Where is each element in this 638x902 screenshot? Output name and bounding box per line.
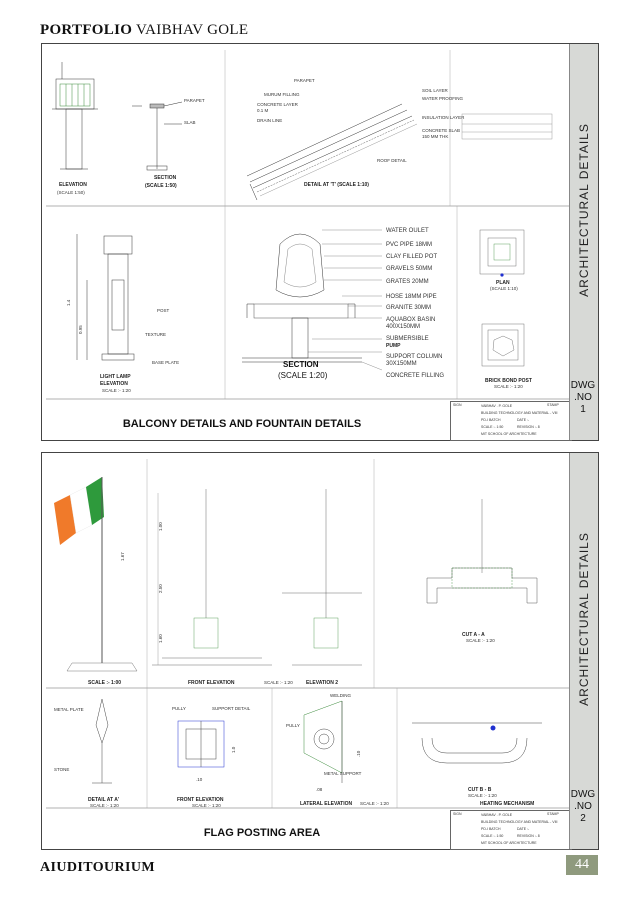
sheet2-titleblock: SIGN STAMP VAIBHAV . P. GOLE BUILDING TECHNOLOGY AND MATERIAL - VIII PD-I BATCH DATE :- SCALE :- 1:50 REVISION :- 8 MIT SCHOOL OF ARCHITECTURE [450,810,572,850]
svg-text:ROOF DETAIL: ROOF DETAIL [377,158,407,163]
scale-100-label: SCALE :- 1:00 [88,680,122,686]
header-name: VAIBHAV GOLE [135,22,249,38]
svg-text:SOIL LAYER: SOIL LAYER [422,88,448,93]
svg-text:CONCRETE SLAB: CONCRETE SLAB [422,128,461,133]
sheet1-side-label: ARCHITECTURAL DETAILS [577,123,591,298]
svg-text:SCALE :- 1:20: SCALE :- 1:20 [360,801,389,806]
brick-post-drawing [482,324,524,366]
svg-text:PARAPET: PARAPET [294,78,315,83]
section-label: SECTION [154,175,177,181]
svg-text:SCALE :- 1:20: SCALE :- 1:20 [192,803,221,808]
svg-text:AQUABOX BASIN: AQUABOX BASIN [386,317,436,323]
svg-text:0.95: 0.95 [78,325,83,334]
svg-text:1.4: 1.4 [66,299,71,306]
svg-text:ELEVATION 2: ELEVATION 2 [306,680,339,686]
svg-text:.08: .08 [316,787,323,792]
svg-text:(SCALE 1:20): (SCALE 1:20) [278,371,328,380]
svg-text:CUT A - A: CUT A - A [462,632,485,638]
elevation-2-drawing [282,489,362,665]
svg-text:1.67: 1.67 [120,552,125,561]
svg-text:SCALE :- 1:20: SCALE :- 1:20 [468,793,497,798]
sheet1-title: BALCONY DETAILS AND FOUNTAIN DETAILS [122,418,362,430]
svg-text:PLAN: PLAN [496,280,510,286]
svg-text:WATER OULET: WATER OULET [386,228,429,234]
svg-text:CONCRETE LAYER: CONCRETE LAYER [257,102,298,107]
light-lamp-drawing [77,234,134,360]
svg-text:WATER PROOFING: WATER PROOFING [422,96,463,101]
sheet1-dwg-no: DWG .NO 1 [570,380,596,415]
light-lamp-label: LIGHT LAMP [100,374,131,380]
indian-flag [54,477,137,671]
svg-text:30X150MM: 30X150MM [386,361,417,367]
sheet2-title: FLAG POSTING AREA [203,827,321,839]
detail-a-drawing [92,699,112,783]
svg-text:1.0: 1.0 [231,746,236,753]
svg-text:SUPPORT DETAIL: SUPPORT DETAIL [212,706,251,711]
svg-text:PULLY: PULLY [172,706,186,711]
svg-text:STONE: STONE [54,767,70,772]
svg-text:SLAB: SLAB [184,120,196,125]
svg-text:LATERAL ELEVATION: LATERAL ELEVATION [300,801,353,807]
svg-text:SCALE :- 1:20: SCALE :- 1:20 [102,388,131,393]
svg-text:.10: .10 [356,750,361,757]
svg-text:METAL SUPPORT: METAL SUPPORT [324,771,362,776]
detail-t-label: DETAIL AT 'T' (SCALE 1:10) [304,182,369,188]
svg-text:WELDING: WELDING [330,693,352,698]
svg-text:GRAVELS 50MM: GRAVELS 50MM [386,266,433,272]
svg-text:CLAY FILLED POT: CLAY FILLED POT [386,254,438,260]
drawing-sheet-1 [41,43,599,441]
elevation-label: ELEVATION [59,182,87,188]
fountain-drawing [242,234,362,362]
svg-text:0.1 M: 0.1 M [257,108,269,113]
svg-text:PUMP: PUMP [386,343,401,349]
header-portfolio: PORTFOLIO [40,22,133,38]
svg-text:POST: POST [157,308,170,313]
balcony-elevation [52,62,98,169]
svg-text:HEATING MECHANISM: HEATING MECHANISM [480,801,535,807]
svg-text:400X150MM: 400X150MM [386,324,421,330]
heating-mechanism-drawing [412,723,542,763]
svg-text:SCALE :- 1:20: SCALE :- 1:20 [466,638,495,643]
sheet1-sidebar [569,44,598,440]
sheet2-dwg-no: DWG .NO 2 [570,789,596,824]
svg-text:METAL PLATE: METAL PLATE [54,707,84,712]
section-scale: (SCALE 1:50) [145,183,177,189]
svg-text:1.60: 1.60 [158,634,163,643]
sheet2-drawings [42,453,570,849]
svg-text:GRANITE 30MM: GRANITE 30MM [386,305,432,311]
brick-label: BRICK BOND POST [485,378,532,384]
svg-text:PARAPET: PARAPET [184,98,205,103]
svg-text:SCALE :- 1:20: SCALE :- 1:20 [264,680,293,685]
svg-text:CUT B - B: CUT B - B [468,787,492,793]
svg-text:SCALE :- 1:20: SCALE :- 1:20 [494,384,523,389]
svg-text:SUPPORT COLUMN: SUPPORT COLUMN [386,354,443,360]
svg-text:SCALE :- 1:20: SCALE :- 1:20 [90,803,119,808]
svg-text:HOSE 18MM PIPE: HOSE 18MM PIPE [386,294,437,300]
plan-drawing [480,230,524,277]
elevation-scale: (SCALE 1:50) [57,190,85,195]
svg-text:MURUM FILLING: MURUM FILLING [264,92,300,97]
cut-aa-drawing [427,499,537,603]
drawing-sheet-2 [41,452,599,850]
svg-text:INSULATION LAYER: INSULATION LAYER [422,115,465,120]
sheet1-drawings [42,44,570,440]
page-number: 44 [566,855,598,875]
svg-text:DETAIL AT A': DETAIL AT A' [88,797,120,803]
page-header [40,22,248,39]
sheet2-sidebar [569,453,598,849]
svg-text:.10: .10 [196,777,203,782]
svg-text:BASE PLATE: BASE PLATE [152,360,180,365]
svg-text:PULLY: PULLY [286,723,300,728]
svg-text:FRONT ELEVATION: FRONT ELEVATION [177,797,224,803]
svg-text:CONCRETE FILLING: CONCRETE FILLING [386,373,445,379]
fountain-section-label: SECTION [283,360,319,369]
svg-text:DRAIN LINE: DRAIN LINE [257,118,283,123]
svg-text:(SCALE 1:10): (SCALE 1:10) [490,286,518,291]
svg-text:2.50: 2.50 [158,584,163,593]
svg-text:150 MM THK: 150 MM THK [422,134,449,139]
front-elevation-2-drawing [178,721,224,767]
svg-text:1.00: 1.00 [158,522,163,531]
balcony-section [132,102,182,170]
footer-title: AIUDITOURIUM [40,860,155,875]
sheet1-titleblock: SIGN STAMP VAIBHAV . P. GOLE BUILDING TECHNOLOGY AND MATERIAL - VIII PD-I BATCH DATE :- SCALE :- 1:50 REVISION :- 8 MIT SCHOOL OF ARCHITECTURE [450,401,572,441]
sheet2-side-label: ARCHITECTURAL DETAILS [577,532,591,707]
svg-text:SUBMERSIBLE: SUBMERSIBLE [386,336,429,342]
svg-text:PVC PIPE 18MM: PVC PIPE 18MM [386,242,433,248]
svg-text:TEXTURE: TEXTURE [145,332,167,337]
svg-text:ELEVATION: ELEVATION [100,381,128,387]
svg-text:FRONT ELEVATION: FRONT ELEVATION [188,680,235,686]
svg-text:GRATES 20MM: GRATES 20MM [386,279,429,285]
front-elevation-drawing [152,489,272,665]
